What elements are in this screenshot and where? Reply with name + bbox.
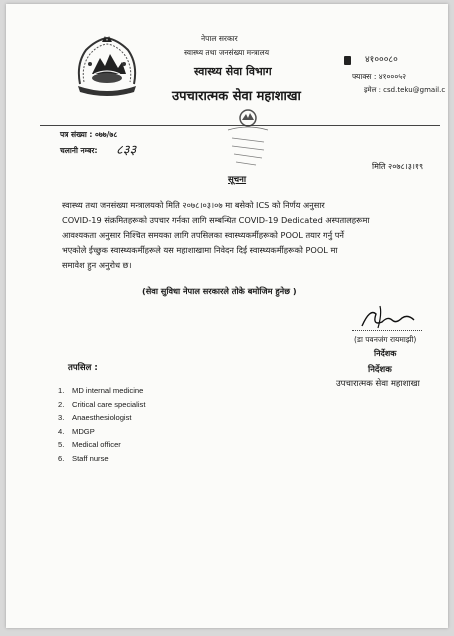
reference-chalani-label: चलानी नम्बर: — [60, 146, 98, 155]
positions-list — [58, 384, 145, 465]
tapsil-label: तपसिल : — [68, 363, 98, 373]
closing-note: (सेवा सुविधा नेपाल सरकारले तोके बमोजिम हुनेछ ) — [142, 286, 297, 296]
office-seal-icon — [226, 108, 270, 172]
header-government: नेपाल सरकार — [201, 34, 238, 43]
reference-patra-sankhya: पत्र संख्या : ०७७/७८ — [60, 130, 118, 139]
header-ministry: स्वास्थ्य तथा जनसंख्या मन्त्रालय — [184, 48, 270, 57]
body-line: COVID-19 संक्रमितहरूको उपचार गर्नका लागि सम्बन्धित COVID-19 Dedicated अस्पतालहरूमा — [62, 215, 370, 225]
list-item: 2. Critical care specialist — [58, 399, 146, 409]
body-line: समावेश हुन अनुरोध छ। — [62, 260, 132, 270]
letter-subject: सूचना — [228, 175, 247, 185]
contact-fax: फ्याक्स : ४१०००५२ — [352, 72, 407, 81]
body-line: स्वास्थ्य तथा जनसंख्या मन्त्रालयको मिति २०७८।०३।०७ मा बसेको ICS को निर्णय अनुसार — [62, 200, 325, 210]
list-item: 1. MD internal medicine — [58, 386, 144, 395]
header-division: उपचारात्मक सेवा महाशाखा — [172, 89, 301, 104]
list-item: 5. Medical officer — [58, 440, 121, 449]
signature-line — [352, 330, 422, 331]
handwritten-signature — [352, 304, 422, 332]
stamp-title: निर्देशक — [368, 365, 392, 375]
body-line: आवश्यकता अनुसार निश्चित समयका लागि तपसिलका स्वास्थ्यकर्मीहरूको POOL तयार गर्नु पर्ने — [62, 230, 344, 240]
letter-page — [6, 4, 448, 628]
list-item: 4. MDGP — [58, 426, 95, 436]
list-item: 3. Anaesthesiologist — [58, 413, 132, 422]
contact-phone: ४१०००८० — [365, 55, 398, 65]
signatory-title: निर्देशक — [374, 349, 397, 358]
header-department: स्वास्थ्य सेवा विभाग — [194, 65, 272, 78]
nepal-emblem-icon — [72, 34, 142, 96]
reference-chalani-number: ८३३ — [116, 143, 137, 158]
phone-icon — [344, 56, 351, 65]
list-item: 6. Staff nurse — [58, 453, 109, 463]
signatory-name: (डा पवनजंग रायमाझी) — [354, 335, 417, 344]
contact-email: इमेल : csd.teku@gmail.c — [364, 86, 446, 94]
body-line: भएकोले ईच्छुक स्वास्थ्यकर्मीहरूले यस महाशाखामा निवेदन दिई स्वास्थ्यकर्मीहरूको POOL मा — [62, 245, 338, 255]
contact-phone-row — [344, 52, 398, 65]
letter-date: मिति २०७८।३।१९ — [372, 162, 424, 171]
stamp-division: उपचारात्मक सेवा महाशाखा — [336, 379, 420, 389]
